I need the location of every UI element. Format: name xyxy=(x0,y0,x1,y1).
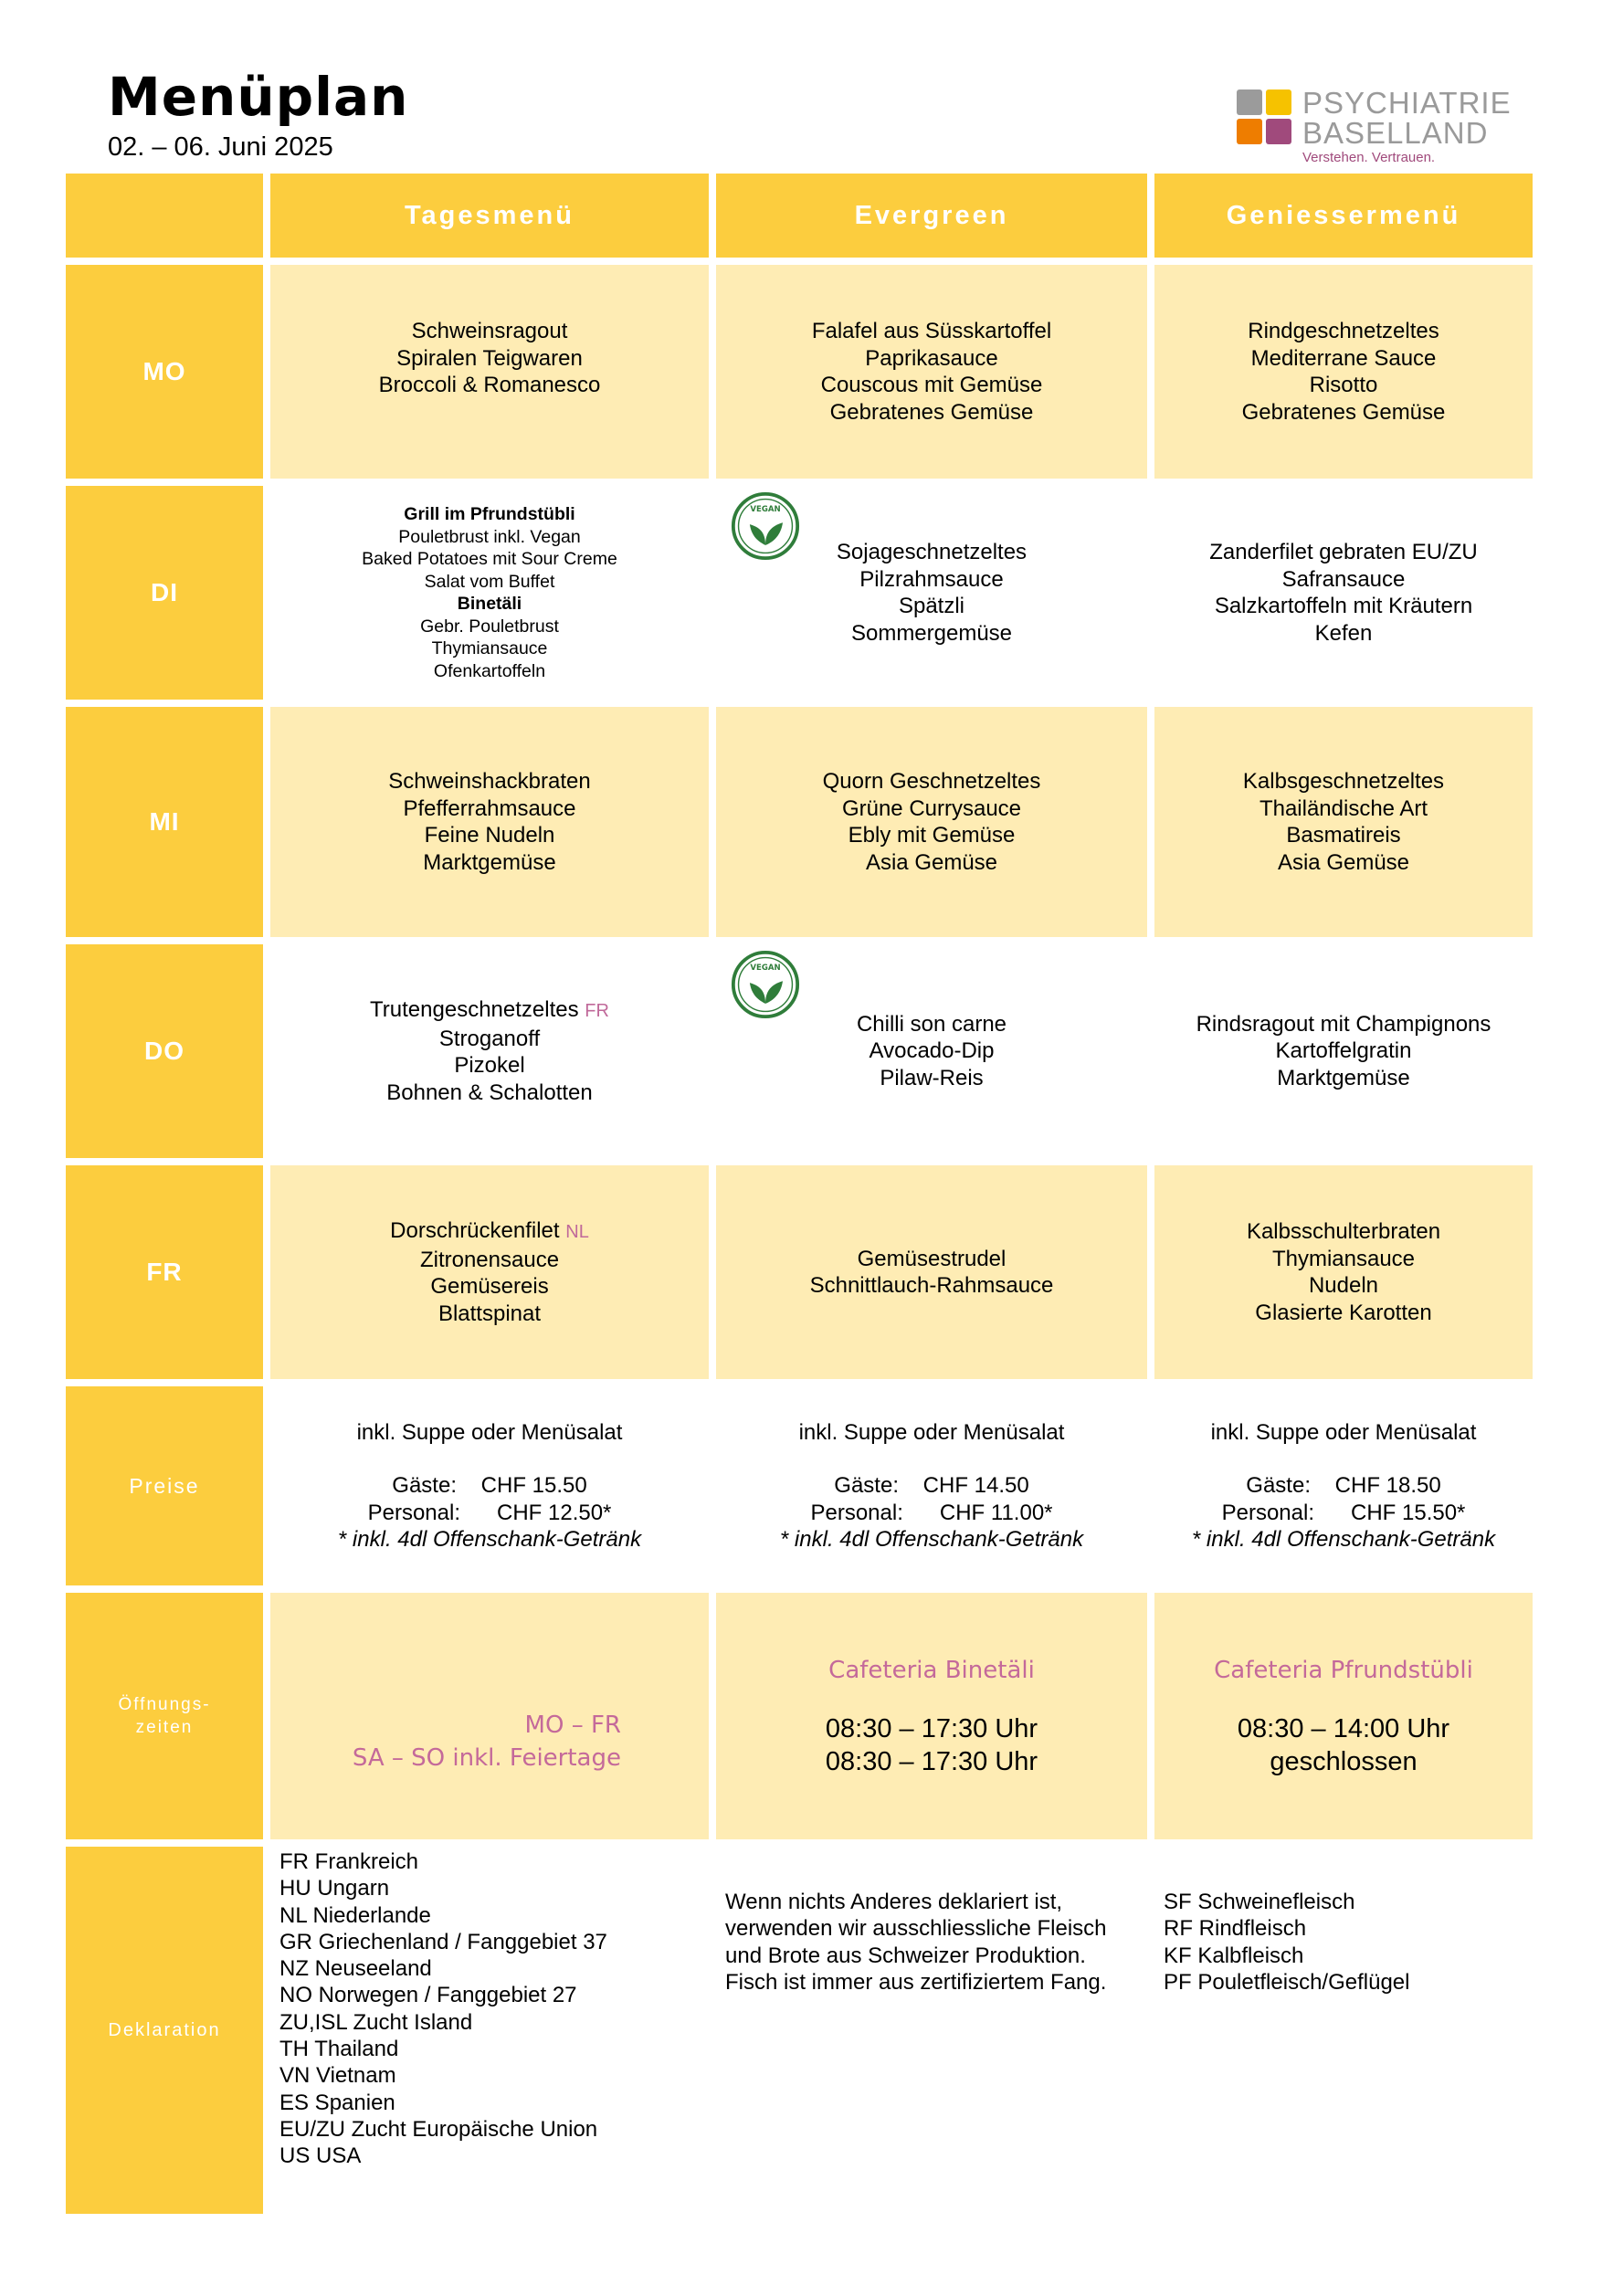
price-geniessermenu xyxy=(1147,1386,1533,1585)
country-item: ZU,ISL Zucht Island xyxy=(279,2009,473,2035)
dish-mo-evergreen xyxy=(709,265,1147,479)
price-note: * inkl. 4dl Offenschank-Getränk xyxy=(779,1527,1084,1552)
cafe-time-weekend: geschlossen xyxy=(1270,1747,1418,1776)
opening-cafe-binetaeli xyxy=(709,1593,1147,1839)
price-staff: Personal: CHF 12.50* xyxy=(367,1500,612,1525)
day-label-fr: FR xyxy=(66,1165,263,1379)
price-guest: Gäste: CHF 14.50 xyxy=(834,1473,1029,1498)
dish-line: Kalbsgeschnetzeltes xyxy=(1242,769,1445,794)
dish-line: Chilli son carne xyxy=(856,1011,1007,1037)
dish-mo-geniessermenu xyxy=(1147,265,1533,479)
cafe-time-weekdays: 08:30 – 14:00 Uhr xyxy=(1237,1714,1450,1743)
dish-line: Couscous mit Gemüse xyxy=(820,373,1043,397)
dish-line: Ofenkartoffeln xyxy=(433,660,546,681)
info-line: und Brote aus Schweizer Produktion. xyxy=(725,1943,1086,1968)
day-label-mo: MO xyxy=(66,265,263,479)
price-note: * inkl. 4dl Offenschank-Getränk xyxy=(1191,1527,1496,1552)
meat-item: SF Schweinefleisch xyxy=(1164,1890,1355,1914)
dish-line: Grüne Currysauce xyxy=(841,795,1022,821)
day-label-do: DO xyxy=(66,944,263,1158)
dish-line: Asia Gemüse xyxy=(1277,849,1410,875)
meat-item: PF Pouletfleisch/Geflügel xyxy=(1164,1969,1410,1995)
dish-line: Broccoli & Romanesco xyxy=(378,373,601,398)
country-item: ES Spanien xyxy=(279,2090,395,2115)
price-guest: Gäste: CHF 15.50 xyxy=(392,1473,587,1498)
opening-days xyxy=(263,1593,709,1839)
cafe-time-weekend: 08:30 – 17:30 Uhr xyxy=(825,1747,1038,1776)
opening-label-line2: zeiten xyxy=(135,1718,194,1737)
menu-table xyxy=(66,166,1533,2221)
corner-cell xyxy=(66,174,263,258)
price-tagesmenu xyxy=(263,1386,709,1585)
declaration-info xyxy=(709,1847,1147,2214)
origin-tag: NL xyxy=(565,1222,589,1242)
cafe-name: Cafeteria Pfrundstübli xyxy=(1214,1657,1473,1684)
dish-line: Gemüsestrudel xyxy=(857,1246,1007,1271)
dish-do-evergreen xyxy=(709,944,1147,1158)
logo-square-orange xyxy=(1237,119,1262,144)
logo-tagline: Verstehen. Vertrauen. xyxy=(1302,150,1436,165)
svg-text:VEGAN: VEGAN xyxy=(750,504,781,514)
opening-cafe-pfrundstuebli xyxy=(1147,1593,1533,1839)
dish-line: Thymiansauce xyxy=(1271,1246,1416,1271)
dish-line: Risotto xyxy=(1309,373,1378,397)
logo xyxy=(1237,84,1529,166)
opening-label xyxy=(66,1593,263,1839)
dish-line: Marktgemüse xyxy=(423,849,556,875)
dish-line: Blattspinat xyxy=(437,1301,542,1326)
dish-line: Kalbsschulterbraten xyxy=(1246,1219,1441,1244)
dish-line: Marktgemüse xyxy=(1277,1065,1410,1090)
date-range: 02. – 06. Juni 2025 xyxy=(108,132,333,162)
vegan-badge-icon xyxy=(731,950,800,1019)
price-incl: inkl. Suppe oder Menüsalat xyxy=(798,1419,1065,1445)
info-line: Wenn nichts Anderes deklariert ist, xyxy=(725,1890,1063,1914)
origin-tag: FR xyxy=(585,1001,609,1021)
dish-line: Glasierte Karotten xyxy=(1255,1300,1432,1325)
dish-line: Dorschrückenfilet NL xyxy=(390,1218,589,1243)
price-incl: inkl. Suppe oder Menüsalat xyxy=(356,1419,623,1445)
country-item: NL Niederlande xyxy=(279,1902,431,1928)
dish-fr-tagesmenu xyxy=(263,1165,709,1379)
meat-item: KF Kalbfleisch xyxy=(1164,1943,1304,1968)
svg-text:VEGAN: VEGAN xyxy=(750,963,781,973)
dish-do-tagesmenu xyxy=(263,944,709,1158)
dish-line: Gebratenes Gemüse xyxy=(1241,399,1446,425)
dish-do-geniessermenu xyxy=(1147,944,1533,1158)
dish-line: Basmatireis xyxy=(1286,823,1401,848)
day-label-mi: MI xyxy=(66,707,263,937)
price-note: * inkl. 4dl Offenschank-Getränk xyxy=(337,1527,642,1552)
dish-line-bold: Grill im Pfrundstübli xyxy=(404,504,575,524)
dish-line: Ebly mit Gemüse xyxy=(848,823,1016,848)
dish-line: Pilaw-Reis xyxy=(880,1065,984,1090)
dish-line: Paprikasauce xyxy=(865,345,998,371)
dish-line: Gebr. Pouletbrust xyxy=(420,616,559,637)
dish-mi-evergreen xyxy=(709,707,1147,937)
column-header-tagesmenu: Tagesmenü xyxy=(263,174,709,258)
declaration-label: Deklaration xyxy=(66,1847,263,2214)
country-item: NZ Neuseeland xyxy=(279,1956,432,1982)
logo-text-line2: BASELLAND xyxy=(1302,116,1489,150)
dish-line: Pilzrahmsauce xyxy=(859,566,1004,592)
cafe-name: Cafeteria Binetäli xyxy=(828,1657,1035,1684)
dish-line: Stroganoff xyxy=(438,1026,541,1051)
dish-line: Pouletbrust inkl. Vegan xyxy=(398,526,581,547)
dish-line: Pizokel xyxy=(454,1053,525,1078)
country-item: GR Griechenland / Fanggebiet 37 xyxy=(279,1929,607,1954)
dish-line: Spiralen Teigwaren xyxy=(396,345,583,371)
opening-label-line1: Öffnungs- xyxy=(118,1695,211,1714)
page-title: Menüplan xyxy=(108,66,409,128)
price-incl: inkl. Suppe oder Menüsalat xyxy=(1210,1419,1477,1445)
price-staff: Personal: CHF 11.00* xyxy=(810,1500,1053,1525)
dish-line: Gebratenes Gemüse xyxy=(829,399,1034,425)
country-item: HU Ungarn xyxy=(279,1876,390,1901)
declaration-meats xyxy=(1147,1847,1533,2214)
opening-weekdays: MO – FR xyxy=(524,1711,621,1739)
dish-di-evergreen xyxy=(709,486,1147,700)
vegan-badge-icon xyxy=(731,491,800,561)
country-item: NO Norwegen / Fanggebiet 27 xyxy=(279,1983,577,2008)
meat-item: RF Rindfleisch xyxy=(1164,1916,1307,1942)
price-guest: Gäste: CHF 18.50 xyxy=(1246,1473,1441,1498)
dish-mi-geniessermenu xyxy=(1147,707,1533,937)
column-header-geniessermenu: Geniessermenü xyxy=(1147,174,1533,258)
country-item: TH Thailand xyxy=(279,2037,399,2062)
dish-line: Gemüsereis xyxy=(430,1274,549,1299)
country-item: US USA xyxy=(279,2143,362,2169)
info-line: Fisch ist immer aus zertifiziertem Fang. xyxy=(725,1969,1107,1995)
day-label-di: DI xyxy=(66,486,263,700)
dish-line-bold: Binetäli xyxy=(457,594,522,614)
dish-line: Sojageschnetzeltes xyxy=(836,540,1028,564)
dish-line: Salzkartoffeln mit Kräutern xyxy=(1214,594,1473,618)
logo-square-yellow xyxy=(1266,90,1291,115)
dish-line: Schweinshackbraten xyxy=(388,769,591,794)
dish-line: Avocado-Dip xyxy=(869,1038,995,1064)
column-header-evergreen: Evergreen xyxy=(709,174,1147,258)
dish-fr-geniessermenu xyxy=(1147,1165,1533,1379)
dish-line: Sommergemüse xyxy=(850,620,1013,646)
dish-line: Mediterrane Sauce xyxy=(1250,345,1437,371)
country-item: FR Frankreich xyxy=(279,1849,419,1874)
logo-text-line1: PSYCHIATRIE xyxy=(1302,86,1512,120)
dish-line: Safransauce xyxy=(1281,566,1406,592)
price-evergreen xyxy=(709,1386,1147,1585)
info-line: verwenden wir ausschliessliche Fleisch xyxy=(725,1916,1107,1942)
declaration-countries xyxy=(263,1847,709,2214)
dish-mi-tagesmenu xyxy=(263,707,709,937)
dish-line: Schweinsragout xyxy=(411,319,568,344)
dish-line: Zanderfilet gebraten EU/ZU xyxy=(1209,540,1478,564)
dish-line: Schnittlauch-Rahmsauce xyxy=(809,1273,1054,1298)
dish-line: Quorn Geschnetzeltes xyxy=(822,769,1041,794)
dish-line: Baked Potatoes mit Sour Creme xyxy=(362,549,617,569)
dish-line: Falafel aus Süsskartoffel xyxy=(811,319,1052,343)
dish-di-tagesmenu xyxy=(263,486,709,700)
dish-fr-evergreen xyxy=(709,1165,1147,1379)
country-item: VN Vietnam xyxy=(279,2063,396,2089)
dish-line: Spätzli xyxy=(898,594,965,618)
cafe-time-weekdays: 08:30 – 17:30 Uhr xyxy=(825,1714,1038,1743)
dish-line: Bohnen & Schalotten xyxy=(386,1080,593,1105)
dish-line: Thymiansauce xyxy=(431,638,548,658)
dish-mo-tagesmenu xyxy=(263,265,709,479)
prices-label: Preise xyxy=(66,1386,263,1585)
dish-line: Salat vom Buffet xyxy=(424,571,555,592)
dish-line: Zitronensauce xyxy=(419,1247,560,1272)
dish-line: Pfefferrahmsauce xyxy=(403,795,576,821)
dish-line: Rindsragout mit Champignons xyxy=(1196,1011,1491,1037)
country-item: EU/ZU Zucht Europäische Union xyxy=(279,2116,598,2142)
dish-line: Nudeln xyxy=(1308,1273,1379,1298)
dish-line: Thailändische Art xyxy=(1259,795,1428,821)
dish-line: Rindgeschnetzeltes xyxy=(1248,319,1439,343)
dish-line: Kefen xyxy=(1314,620,1373,646)
logo-square-purple xyxy=(1266,119,1291,144)
price-staff: Personal: CHF 15.50* xyxy=(1221,1500,1466,1525)
opening-weekend: SA – SO inkl. Feiertage xyxy=(352,1744,621,1772)
dish-line: Feine Nudeln xyxy=(424,823,555,848)
logo-square-gray xyxy=(1237,90,1262,115)
dish-line: Asia Gemüse xyxy=(865,849,998,875)
dish-line: Trutengeschnetzeltes FR xyxy=(370,997,609,1022)
dish-line: Kartoffelgratin xyxy=(1275,1038,1412,1064)
dish-di-geniessermenu xyxy=(1147,486,1533,700)
